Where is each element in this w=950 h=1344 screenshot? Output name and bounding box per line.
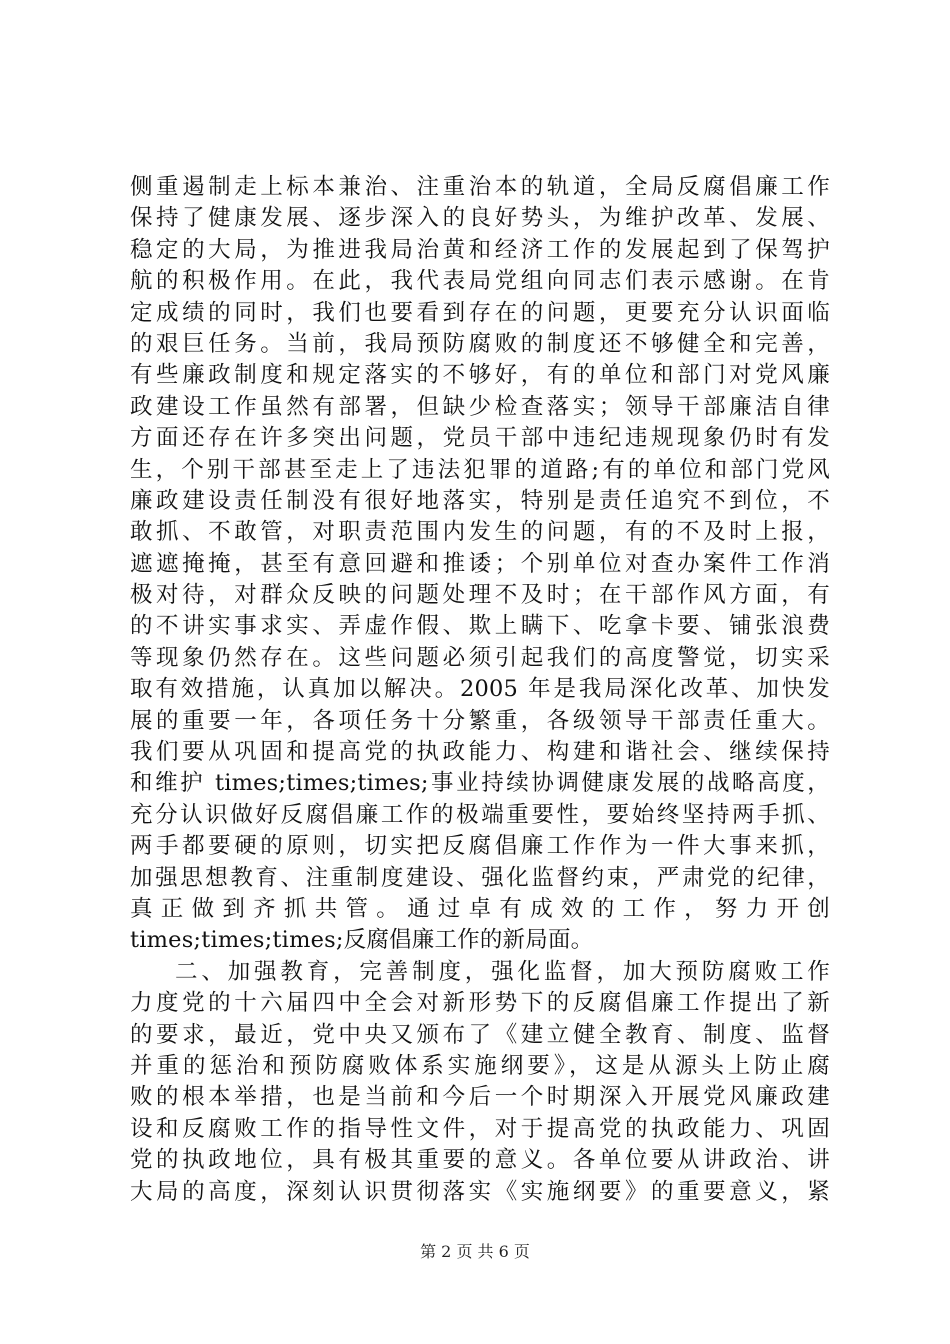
text-line: 侧重遏制走上标本兼治、注重治本的轨道，全局反腐倡廉工作 bbox=[130, 174, 830, 200]
text-line: 的要求，最近，党中央又颁布了《建立健全教育、制度、监督 bbox=[130, 1021, 830, 1048]
text-line: 加强思想教育、注重制度建设、强化监督约束，严肃党的纪律， bbox=[130, 864, 830, 891]
text-line: 展的重要一年，各项任务十分繁重，各级领导干部责任重大。 bbox=[130, 707, 830, 734]
body-text bbox=[130, 172, 830, 1208]
text-line: 设和反腐败工作的指导性文件，对于提高党的执政能力、巩固 bbox=[130, 1115, 830, 1142]
text-line: 取有效措施，认真加以解决。2005 年是我局深化改革、加快发 bbox=[130, 676, 830, 703]
section-heading-line: 二、加强教育，完善制度，强化监督，加大预防腐败工作 bbox=[175, 958, 830, 985]
page-number-footer: 第 2 页 共 6 页 bbox=[420, 1242, 530, 1261]
text-line: 有些廉政制度和规定落实的不够好，有的单位和部门对党风廉 bbox=[130, 362, 830, 389]
text-line: 政建设工作虽然有部署，但缺少检查落实；领导干部廉洁自律 bbox=[130, 393, 830, 420]
text-line: 方面还存在许多突出问题，党员干部中违纪违规现象仍时有发 bbox=[130, 425, 830, 452]
text-line: 极对待，对群众反映的问题处理不及时；在干部作风方面，有 bbox=[130, 582, 830, 609]
text-line: 大局的高度，深刻认识贯彻落实《实施纲要》的重要意义，紧 bbox=[130, 1178, 830, 1205]
text-line: 航的积极作用。在此，我代表局党组向同志们表示感谢。在肯 bbox=[130, 268, 830, 295]
text-line: 败的根本举措，也是当前和今后一个时期深入开展党风廉政建 bbox=[130, 1084, 830, 1111]
text-line: 力度党的十六届四中全会对新形势下的反腐倡廉工作提出了新 bbox=[130, 990, 830, 1017]
text-line: 遮遮掩掩，甚至有意回避和推诿；个别单位对查办案件工作消 bbox=[130, 550, 830, 577]
text-line: 敢抓、不敢管，对职责范围内发生的问题，有的不及时上报， bbox=[130, 519, 830, 546]
text-line: 和维护 times;times;times;事业持续协调健康发展的战略高度， bbox=[130, 770, 830, 797]
text-line: 廉政建设责任制没有很好地落实，特别是责任追究不到位，不 bbox=[130, 487, 830, 514]
text-line: 并重的惩治和预防腐败体系实施纲要》，这是从源头上防止腐 bbox=[130, 1052, 830, 1079]
text-line: 的不讲实事求实、弄虚作假、欺上瞒下、吃拿卡要、铺张浪费 bbox=[130, 613, 830, 640]
text-line: 等现象仍然存在。这些问题必须引起我们的高度警觉，切实采 bbox=[130, 644, 830, 671]
text-line: 充分认识做好反腐倡廉工作的极端重要性，要始终坚持两手抓、 bbox=[130, 801, 830, 828]
text-line: 保持了健康发展、逐步深入的良好势头，为维护改革、发展、 bbox=[130, 205, 830, 232]
text-line: 党的执政地位，具有极其重要的意义。各单位要从讲政治、讲 bbox=[130, 1147, 830, 1174]
text-line: 我们要从巩固和提高党的执政能力、构建和谐社会、继续保持 bbox=[130, 739, 830, 766]
text-line: 的艰巨任务。当前，我局预防腐败的制度还不够健全和完善， bbox=[130, 330, 830, 357]
text-line: 定成绩的同时，我们也要看到存在的问题，更要充分认识面临 bbox=[130, 299, 830, 326]
text-line: 稳定的大局，为推进我局治黄和经济工作的发展起到了保驾护 bbox=[130, 236, 830, 263]
text-line: 两手都要硬的原则，切实把反腐倡廉工作作为一件大事来抓， bbox=[130, 833, 830, 860]
text-line: 生，个别干部甚至走上了违法犯罪的道路;有的单位和部门党风 bbox=[130, 456, 830, 483]
text-line: 真正做到齐抓共管。通过卓有成效的工作，努力开创 bbox=[130, 895, 830, 922]
text-line: times;times;times;反腐倡廉工作的新局面。 bbox=[130, 927, 594, 954]
